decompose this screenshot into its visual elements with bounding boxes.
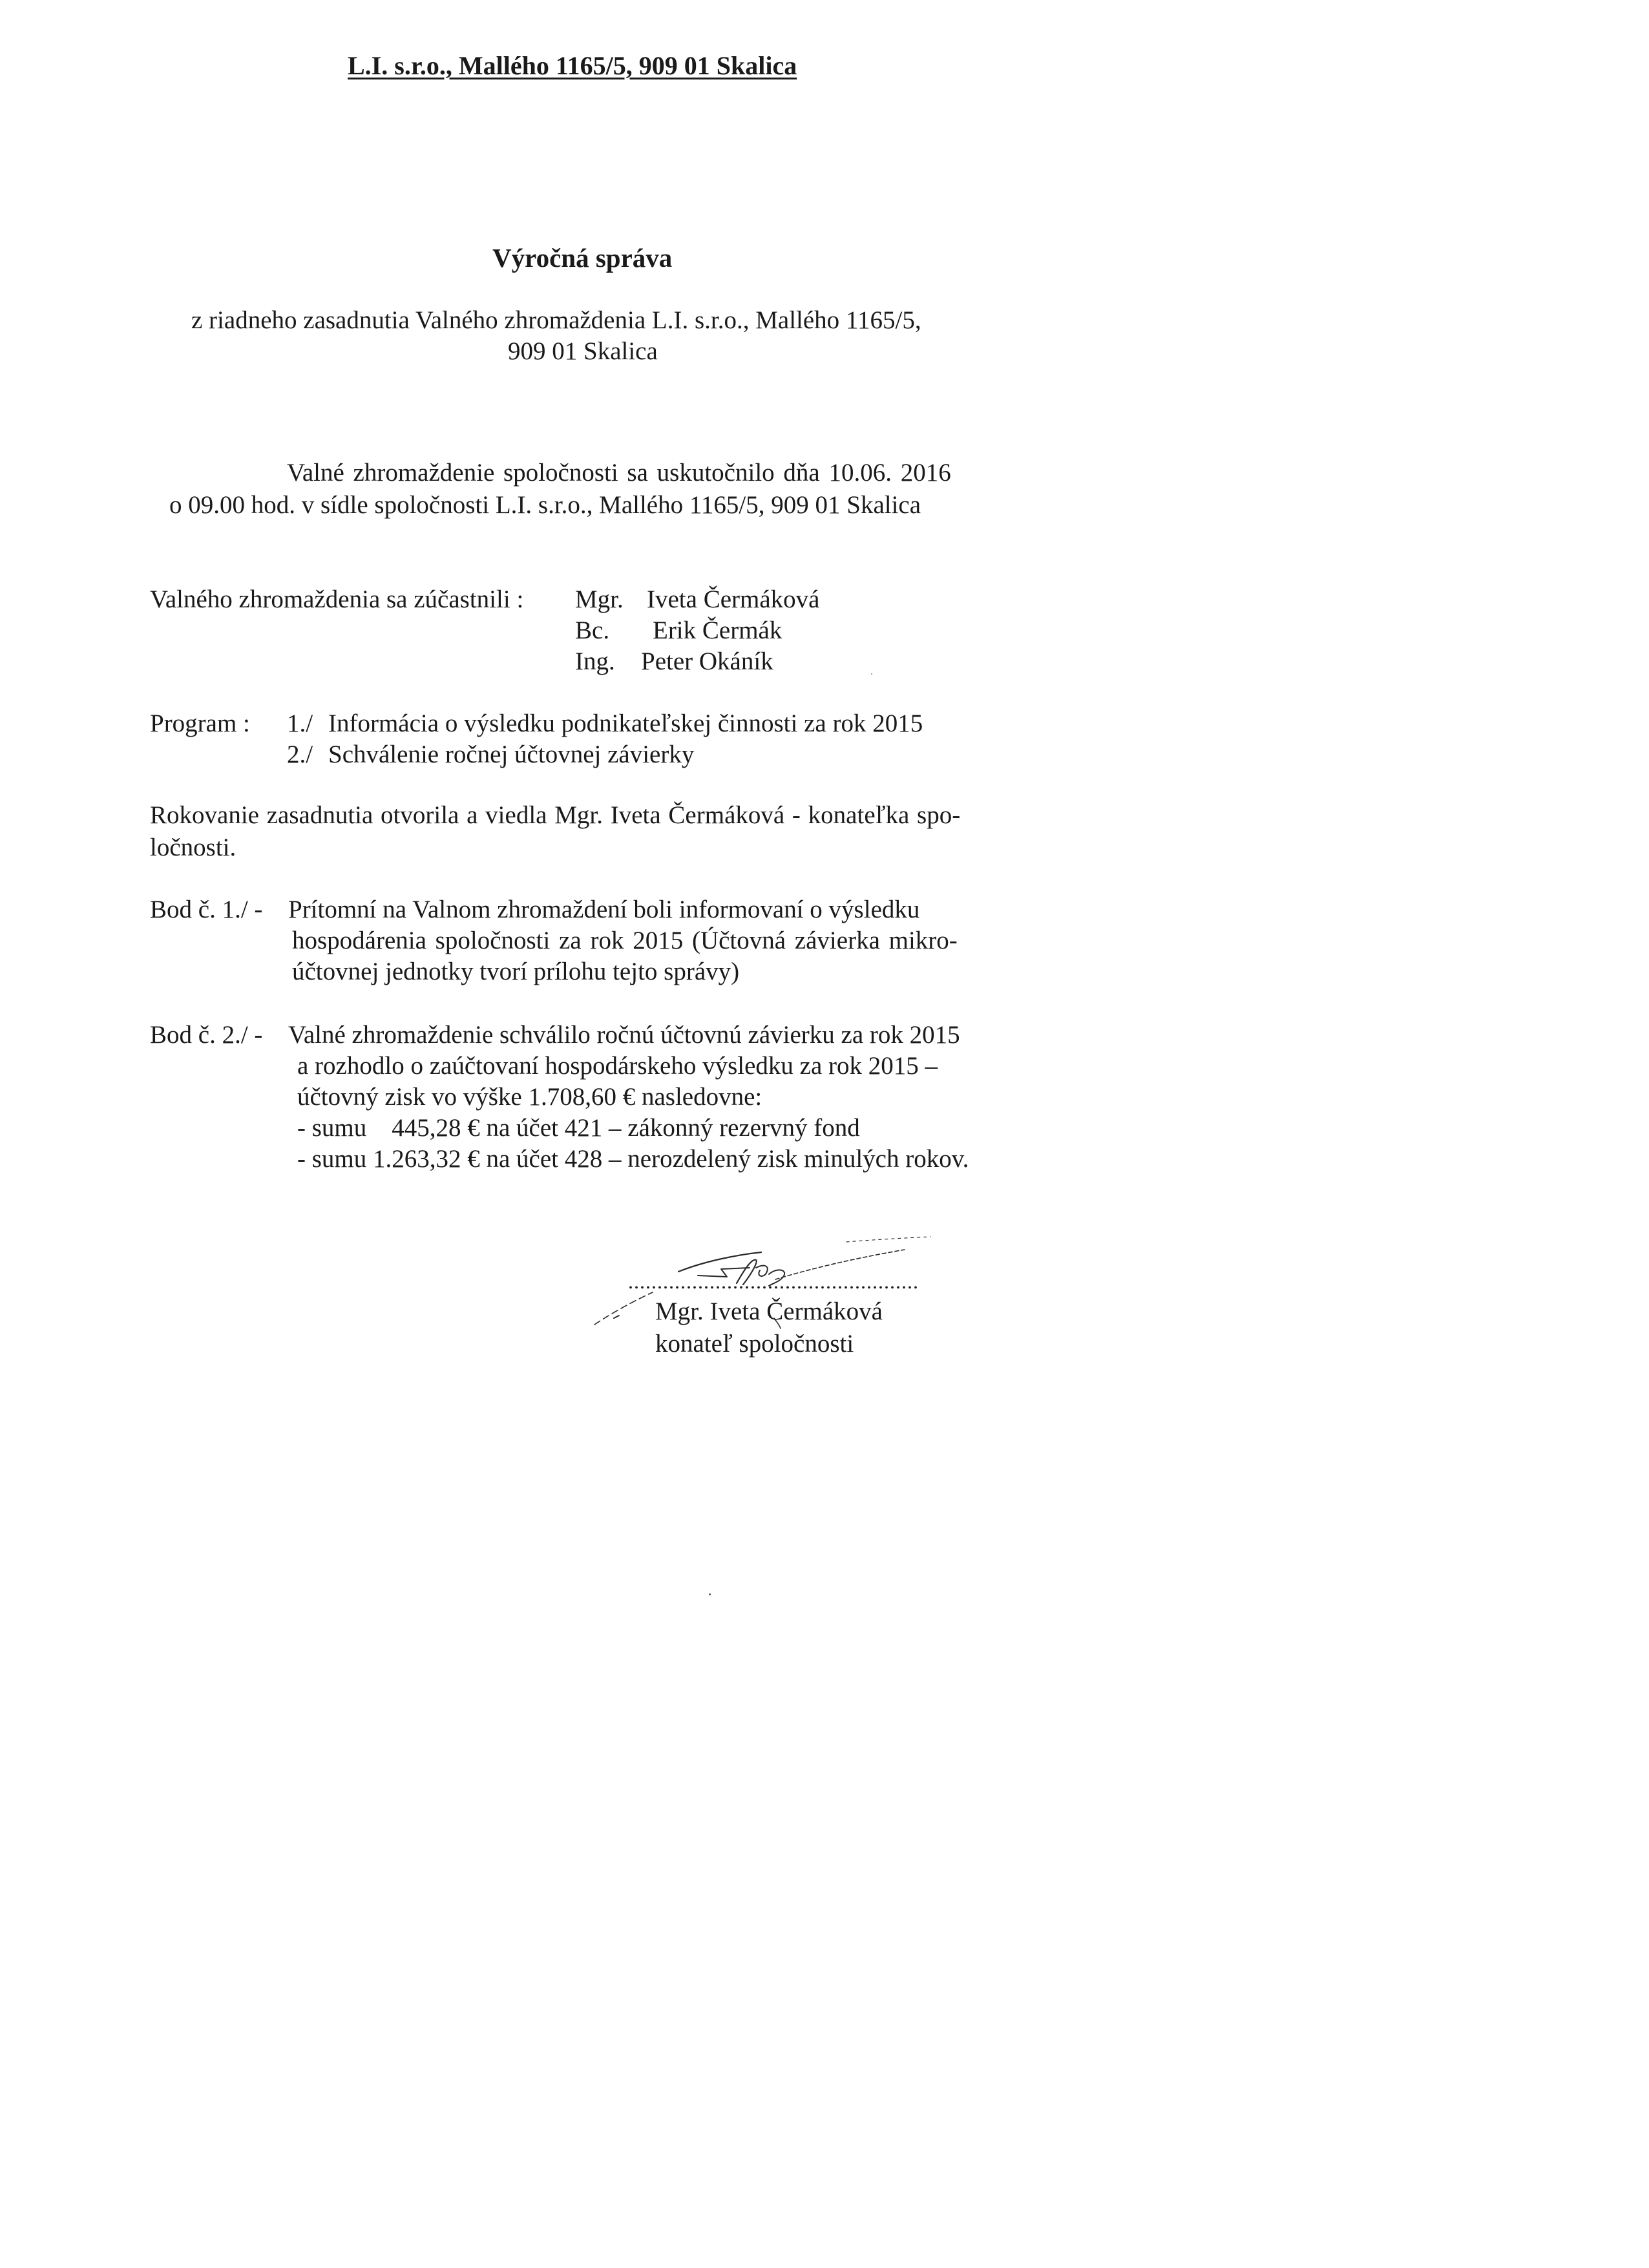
attendee-title: Ing. [575,647,615,675]
meeting-line-2: o 09.00 hod. v sídle spoločnosti L.I. s.r.o., Mallého 1165/5, 909 01 Skalica [169,491,921,519]
attendees-label: Valného zhromaždenia sa zúčastnili : [150,585,524,613]
subtitle-line-2: 909 01 Skalica [508,337,658,365]
point-1-line: účtovnej jednotky tvorí prílohu tejto správy) [292,958,740,985]
point-2-line: a rozhodlo o zaúčtovaní hospodárskeho výsledku za rok 2015 – [297,1052,938,1080]
document-title: Výročná správa [492,243,673,273]
attendee-name: Iveta Čermáková [647,585,820,613]
point-2-line: - sumu 445,28 € na účet 421 – zákonný rezervný fond [297,1114,860,1142]
program-label: Program : [150,709,250,737]
opening-line-2: ločnosti. [150,834,236,861]
attendee-title: Bc. [575,616,610,644]
point-2-line: - sumu 1.263,32 € na účet 428 – nerozdelený zisk minulých rokov. [297,1145,969,1173]
attendee-name: Peter Okáník [641,647,773,675]
signature-line: .................................................. [628,1270,919,1293]
point-1-label: Bod č. 1./ - [150,896,263,923]
program-item-number: 1./ [287,709,313,737]
attendee-name: Erik Čermák [653,616,782,644]
meeting-line-1: Valné zhromaždenie spoločnosti sa uskutočnilo dňa 10.06. 2016 [287,459,951,487]
point-2-line: Valné zhromaždenie schválilo ročnú účtovnú závierku za rok 2015 [288,1021,960,1049]
attendee-title: Mgr. [575,585,624,613]
point-1-line: hospodárenia spoločnosti za rok 2015 (Účtovná závierka mikro- [292,927,958,954]
point-2-line: účtovný zisk vo výške 1.708,60 € nasledovne: [297,1083,762,1111]
company-header: L.I. s.r.o., Mallého 1165/5, 909 01 Skalica [348,51,797,80]
scan-speck [709,1593,711,1595]
point-2-label: Bod č. 2./ - [150,1021,263,1049]
subtitle-line-1: z riadneho zasadnutia Valného zhromaždenia L.I. s.r.o., Mallého 1165/5, [191,306,921,334]
opening-line-1: Rokovanie zasadnutia otvorila a viedla Mgr. Iveta Čermáková - konateľka spo- [150,801,961,829]
program-item-text: Informácia o výsledku podnikateľskej činnosti za rok 2015 [328,709,923,737]
scan-speck [871,673,872,675]
signatory-role: konateľ spoločnosti [655,1330,854,1358]
signatory-name: Mgr. Iveta Čermáková [655,1297,883,1325]
program-item-number: 2./ [287,740,313,768]
program-item-text: Schválenie ročnej účtovnej závierky [328,740,695,768]
point-1-line: Prítomní na Valnom zhromaždení boli informovaní o výsledku [288,896,920,923]
